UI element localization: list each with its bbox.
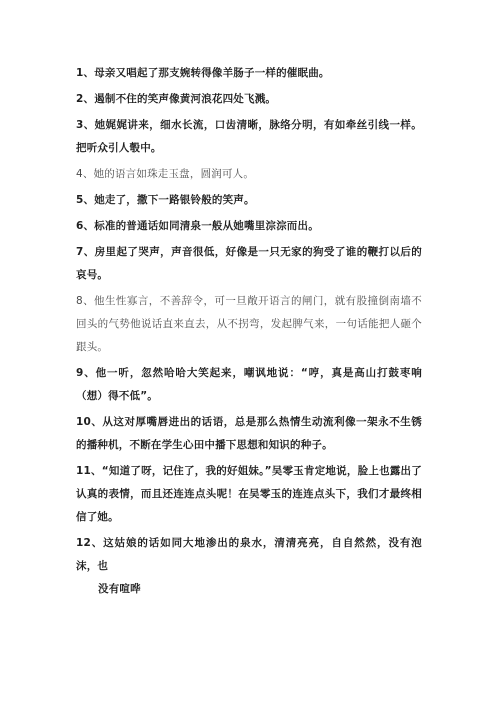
sentence-1: 1、母亲又唱起了那支婉转得像羊肠子一样的催眠曲。: [76, 67, 330, 79]
sentence-12: [76, 532, 422, 601]
sentence-2: 2、遏制不住的笑声像黄河浪花四处飞溅。: [76, 93, 277, 105]
sentence-7: 7、房里起了哭声，声音很低，好像是一只无家的狗受了谁的鞭打以后的哀号。: [76, 246, 422, 281]
sentence-11: 11、“知道了呀，记住了，我的好姐妹。”吴零玉肯定地说，脸上也露出了认真的表情，而且还连连点头呢！在吴零玉的连连点头下，我们才最终相信了她。: [76, 465, 422, 523]
sentence-12-tail: 没有喧哗: [98, 583, 141, 595]
sentence-9: 9、他一听，忽然哈哈大笑起来，嘲讽地说：“哼，真是高山打鼓枣响（想）得不低”。: [76, 367, 422, 402]
document-body: [76, 62, 422, 601]
sentence-8: 8、他生性寡言，不善辞令，可一旦敞开语言的闸门，就有股撞倒南墙不回头的气势他说话直来直去，从不拐弯，发起脾气来，一句话能把人砸个跟头。: [76, 295, 422, 353]
sentence-5: 5、她走了，撒下一路银铃般的笑声。: [76, 194, 255, 206]
sentence-3: 3、她娓娓讲来，细水长流，口齿清晰，脉络分明，有如牵丝引线一样。把听众引人彀中。: [76, 119, 422, 154]
sentence-12-head: 12、这姑娘的话如同大地渗出的泉水，清清亮亮，自自然然，没有泡沫，也: [76, 537, 422, 572]
sentence-6: 6、标准的普通话如同清泉一般从她嘴里淙淙而出。: [76, 220, 319, 232]
sentence-4: 4、她的语言如珠走玉盘，圆润可人。: [76, 168, 255, 180]
sentence-10: 10、从这对厚嘴唇进出的话语，总是那么热情生动流利像一架永不生锈的播种机，不断在学生心田中播下思想和知识的种子。: [76, 416, 422, 451]
